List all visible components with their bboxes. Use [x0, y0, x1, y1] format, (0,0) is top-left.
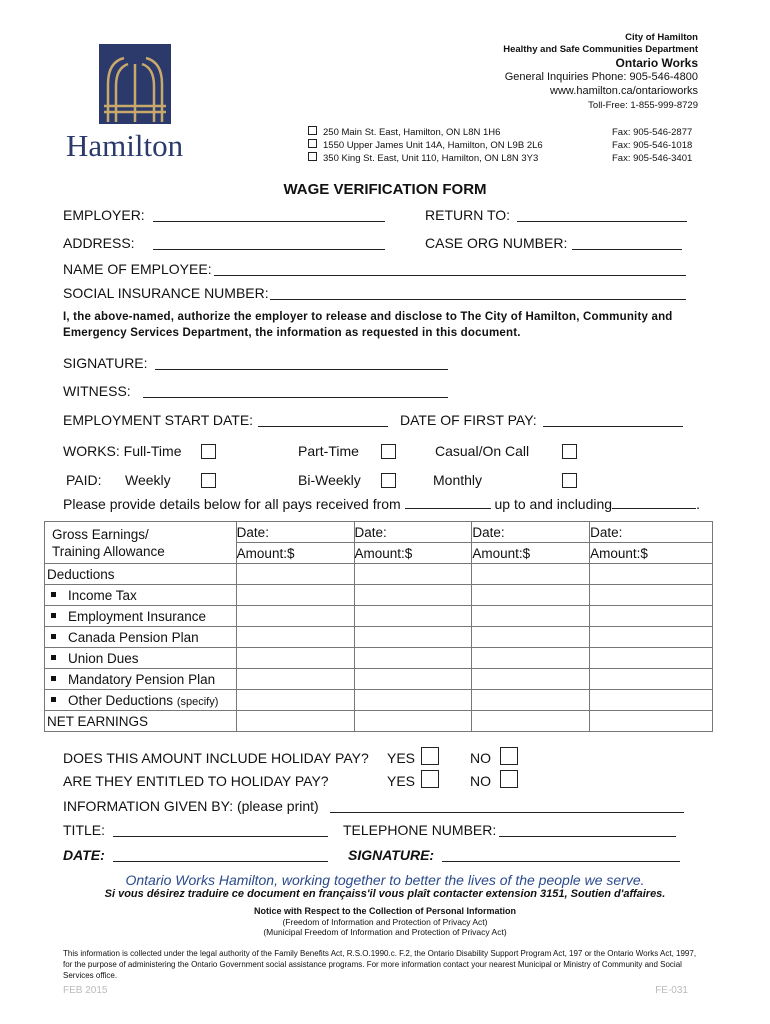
fax-number: Fax: 905-546-2877: [612, 127, 693, 138]
date-field[interactable]: [113, 847, 328, 862]
deductions-label: Deductions: [45, 564, 237, 585]
office-item: 1550 Upper James Unit 14A, Hamilton, ON L9B 2L6: [308, 139, 543, 152]
office-item: 350 King St. East, Unit 110, Hamilton, ON L8N 3Y3: [308, 152, 543, 165]
table-row: [45, 648, 713, 669]
amount-cell[interactable]: Amount:$: [590, 543, 713, 564]
yes-label: YES: [387, 773, 416, 789]
weekly-label: Weekly: [125, 472, 171, 488]
value-cell[interactable]: [354, 627, 472, 648]
value-cell[interactable]: [590, 564, 713, 585]
address-field[interactable]: [153, 235, 385, 250]
holiday-include-yes-checkbox[interactable]: [421, 747, 439, 765]
value-cell[interactable]: [472, 606, 590, 627]
privacy-notice-title: Notice with Respect to the Collection of Personal Information: [253, 906, 517, 916]
title-label: TITLE:: [63, 822, 106, 838]
signature-field[interactable]: [155, 355, 448, 370]
privacy-notice-sub1: (Freedom of Information and Protection of Privacy Act): [282, 917, 488, 927]
works-full-time-label: WORKS: Full-Time: [63, 443, 182, 459]
date-cell[interactable]: Date:: [590, 522, 713, 543]
slogan: Ontario Works Hamilton, working together to better the lives of the people we serve.: [125, 872, 645, 888]
date-cell[interactable]: Date:: [472, 522, 590, 543]
value-cell[interactable]: [236, 711, 354, 732]
employer-field[interactable]: [153, 207, 385, 222]
header-inquiries: General Inquiries Phone: 905-546-4800: [504, 71, 698, 83]
hamilton-logo-icon: [66, 44, 206, 168]
value-cell[interactable]: [472, 690, 590, 711]
value-cell[interactable]: [354, 585, 472, 606]
value-cell[interactable]: [472, 711, 590, 732]
value-cell[interactable]: [590, 606, 713, 627]
net-earnings-label: NET EARNINGS: [45, 711, 237, 732]
header-city: City of Hamilton: [625, 32, 698, 43]
table-row: [45, 585, 713, 606]
case-org-field[interactable]: [572, 235, 682, 250]
holiday-include-no-checkbox[interactable]: [500, 747, 518, 765]
bullet-icon: [51, 613, 56, 618]
fax-number: Fax: 905-546-3401: [612, 153, 693, 164]
value-cell[interactable]: [236, 627, 354, 648]
checkbox-icon[interactable]: [308, 126, 317, 135]
city-logo: [66, 44, 206, 168]
french-notice: Si vous désirez traduire ce document en françaiss'il vous plaît contacter extension 3151, Soutien d'affaires.: [104, 888, 666, 900]
footer-date: FEB 2015: [63, 985, 108, 996]
case-org-label: CASE ORG NUMBER:: [425, 235, 568, 251]
paid-label: PAID:: [66, 472, 102, 488]
value-cell[interactable]: [354, 690, 472, 711]
start-date-label: EMPLOYMENT START DATE:: [63, 412, 254, 428]
table-row: [45, 627, 713, 648]
value-cell[interactable]: [236, 606, 354, 627]
value-cell[interactable]: [236, 690, 354, 711]
checkbox-icon[interactable]: [308, 139, 317, 148]
value-cell[interactable]: [590, 648, 713, 669]
info-given-by-field[interactable]: [330, 798, 684, 813]
header-program: Ontario Works: [615, 56, 698, 70]
value-cell[interactable]: [236, 669, 354, 690]
form-title: WAGE VERIFICATION FORM: [283, 181, 487, 198]
employee-name-label: NAME OF EMPLOYEE:: [63, 261, 212, 277]
pays-instructions: Please provide details below for all pays received from up to and including .: [63, 496, 700, 512]
authorization-text: I, the above-named, authorize the employer to release and disclose to The City of Hamilton, Community and Emergency Services Department, the information as requested in this document.: [63, 311, 673, 339]
weekly-checkbox[interactable]: [201, 473, 216, 488]
employer-label: EMPLOYER:: [63, 207, 145, 223]
office-item: 250 Main St. East, Hamilton, ON L8N 1H6: [308, 126, 543, 139]
privacy-notice-sub2: (Municipal Freedom of Information and Protection of Privacy Act): [263, 927, 507, 937]
holiday-entitled-yes-checkbox[interactable]: [421, 770, 439, 788]
bottom-signature-field[interactable]: [442, 847, 680, 862]
date-cell[interactable]: Date:: [354, 522, 472, 543]
table-row: [45, 669, 713, 690]
value-cell[interactable]: [236, 648, 354, 669]
no-label: NO: [470, 750, 491, 766]
value-cell[interactable]: [590, 669, 713, 690]
bullet-icon: [51, 676, 56, 681]
date-cell[interactable]: Date:: [236, 522, 354, 543]
casual-label: Casual/On Call: [435, 443, 530, 459]
witness-label: WITNESS:: [63, 383, 131, 399]
pays-from-field[interactable]: [405, 496, 491, 509]
title-field[interactable]: [113, 822, 328, 837]
monthly-label: Monthly: [433, 472, 483, 488]
value-cell[interactable]: [472, 627, 590, 648]
deduction-item: Canada Pension Plan: [45, 627, 237, 648]
amount-cell[interactable]: Amount:$: [236, 543, 354, 564]
value-cell[interactable]: [236, 564, 354, 585]
full-time-checkbox[interactable]: [201, 444, 216, 459]
return-to-field[interactable]: [517, 207, 687, 222]
value-cell[interactable]: [472, 564, 590, 585]
part-time-label: Part-Time: [298, 443, 359, 459]
start-date-field[interactable]: [258, 412, 388, 427]
table-row: [45, 564, 713, 585]
bullet-icon: [51, 634, 56, 639]
deduction-item: Other Deductions (specify): [45, 690, 237, 711]
amount-cell[interactable]: Amount:$: [472, 543, 590, 564]
legal-text: This information is collected under the legal authority of the Family Benefits Act, R.S.O.1990.c. F.2, the Ontario Disability Support Program Act, 197 or the Ontario Works Act, 1997, for the purpose of administering the Ontario Government social assistance programs. For more information contact your nearest Municipal or Ministry of Community and Social Services office.: [63, 949, 697, 980]
holiday-entitled-no-checkbox[interactable]: [500, 770, 518, 788]
footer-code: FE-031: [655, 985, 688, 996]
header-department: Healthy and Safe Communities Department: [503, 44, 698, 55]
value-cell[interactable]: [354, 669, 472, 690]
yes-label: YES: [387, 750, 416, 766]
telephone-field[interactable]: [499, 822, 676, 837]
bottom-signature-label: SIGNATURE:: [348, 847, 435, 863]
value-cell[interactable]: [590, 627, 713, 648]
deduction-item: Union Dues: [45, 648, 237, 669]
no-label: NO: [470, 773, 491, 789]
bullet-icon: [51, 697, 56, 702]
bullet-icon: [51, 655, 56, 660]
return-to-label: RETURN TO:: [425, 207, 511, 223]
holiday-q1: DOES THIS AMOUNT INCLUDE HOLIDAY PAY?: [63, 750, 369, 766]
first-pay-field[interactable]: [543, 412, 683, 427]
sin-field[interactable]: [270, 285, 686, 300]
pay-details-table: [44, 521, 713, 732]
biweekly-label: Bi-Weekly: [298, 472, 361, 488]
table-row: [45, 690, 713, 711]
deduction-item: Income Tax: [45, 585, 237, 606]
address-label: ADDRESS:: [63, 235, 135, 251]
value-cell[interactable]: [354, 648, 472, 669]
value-cell[interactable]: [354, 606, 472, 627]
table-row: [45, 711, 713, 732]
date-label: DATE:: [63, 847, 105, 863]
monthly-checkbox[interactable]: [562, 473, 577, 488]
pays-to-field[interactable]: [612, 496, 696, 509]
value-cell[interactable]: [236, 585, 354, 606]
value-cell[interactable]: [354, 711, 472, 732]
witness-field[interactable]: [143, 383, 448, 398]
signature-label: SIGNATURE:: [63, 355, 148, 371]
fax-number: Fax: 905-546-1018: [612, 140, 693, 151]
table-row: [45, 606, 713, 627]
deduction-item: Employment Insurance: [45, 606, 237, 627]
value-cell[interactable]: [472, 648, 590, 669]
first-pay-label: DATE OF FIRST PAY:: [400, 412, 537, 428]
value-cell[interactable]: [590, 690, 713, 711]
biweekly-checkbox[interactable]: [381, 473, 396, 488]
value-cell[interactable]: [472, 669, 590, 690]
amount-cell[interactable]: Amount:$: [354, 543, 472, 564]
employee-name-field[interactable]: [214, 261, 686, 276]
gross-earnings-cell: Gross Earnings/ Training Allowance: [45, 522, 237, 564]
checkbox-icon[interactable]: [308, 152, 317, 161]
value-cell[interactable]: [472, 585, 590, 606]
fax-list: [612, 126, 692, 165]
table-row: [45, 522, 713, 543]
value-cell[interactable]: [590, 711, 713, 732]
header-tollfree: Toll-Free: 1-855-999-8729: [588, 100, 698, 111]
telephone-label: TELEPHONE NUMBER:: [343, 822, 497, 838]
value-cell[interactable]: [354, 564, 472, 585]
sin-label: SOCIAL INSURANCE NUMBER:: [63, 285, 269, 301]
bullet-icon: [51, 592, 56, 597]
part-time-checkbox[interactable]: [381, 444, 396, 459]
logo-wordmark: Hamilton: [66, 128, 184, 163]
office-list: [308, 126, 543, 165]
holiday-q2: ARE THEY ENTITLED TO HOLIDAY PAY?: [63, 773, 329, 789]
header-website: www.hamilton.ca/ontarioworks: [550, 85, 698, 97]
info-given-by-label: INFORMATION GIVEN BY: (please print): [63, 798, 319, 814]
value-cell[interactable]: [590, 585, 713, 606]
deduction-item: Mandatory Pension Plan: [45, 669, 237, 690]
casual-checkbox[interactable]: [562, 444, 577, 459]
